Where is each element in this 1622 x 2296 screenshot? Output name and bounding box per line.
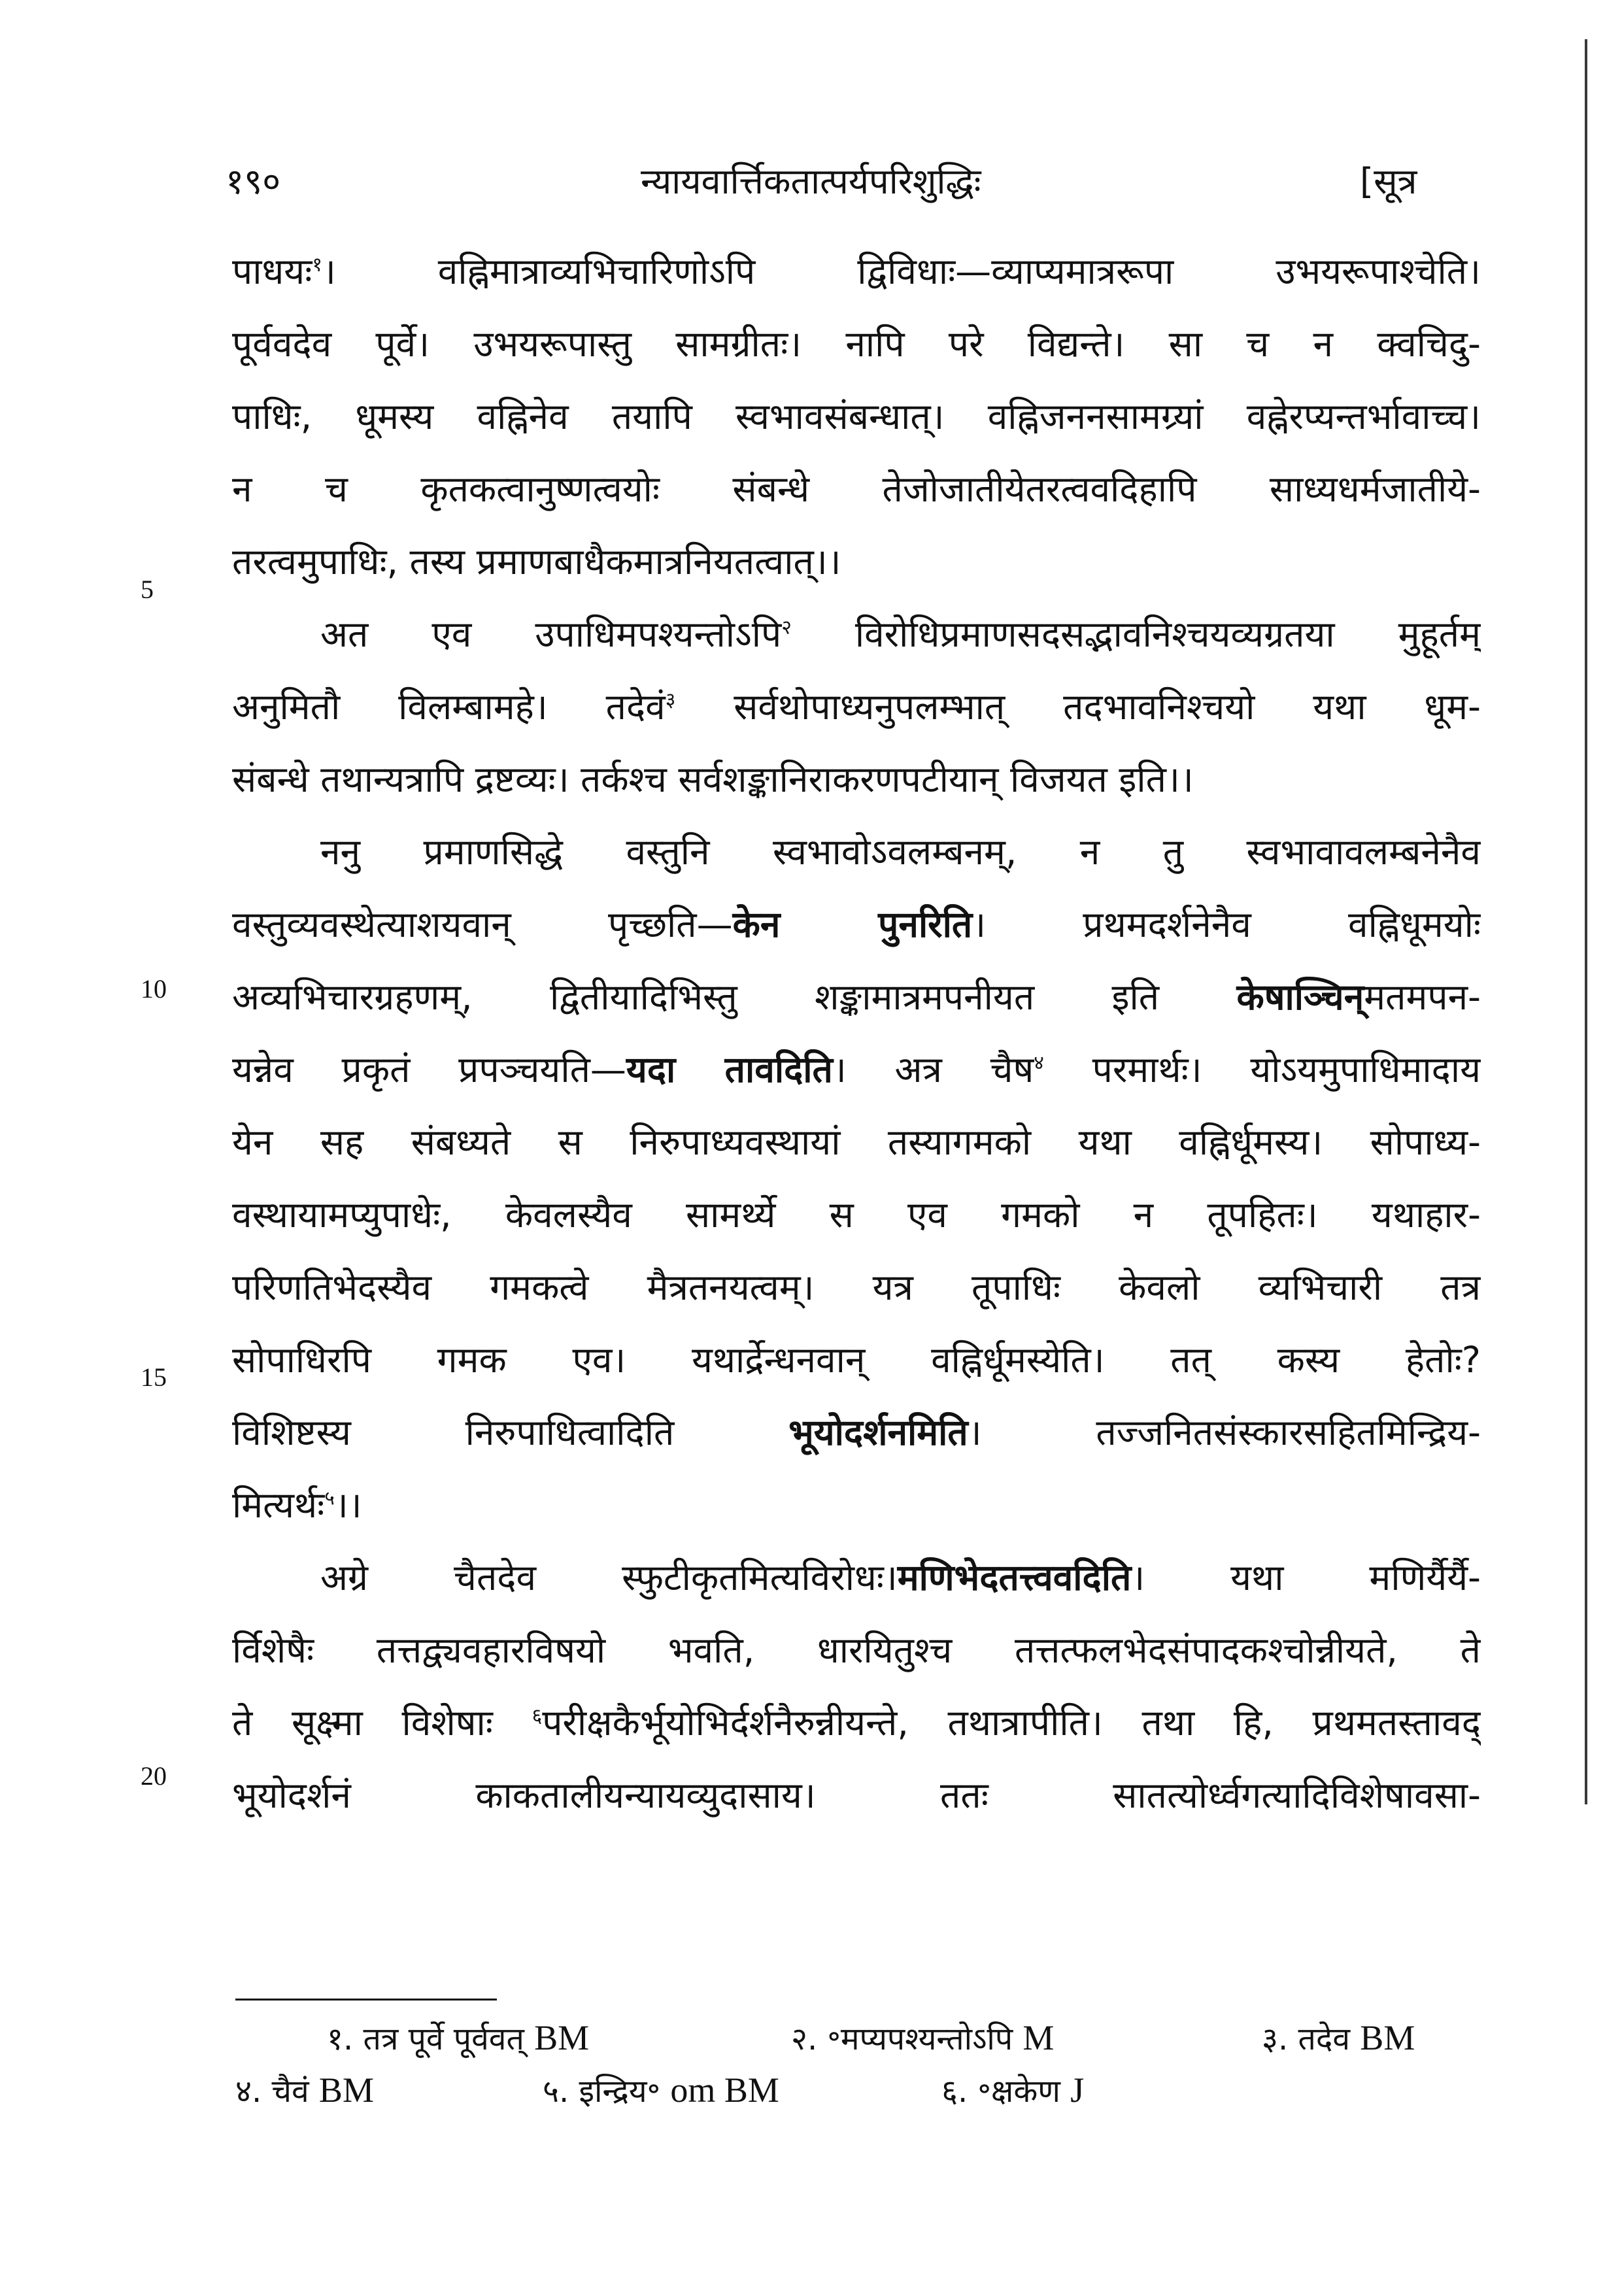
text-segment: पाधयः — [232, 250, 313, 292]
text-segment: सोपाधिरपि गमक एव। यथार्द्रेन्धनवान् वह्निर्धूमस्येति। तत् कस्य हेतोः? — [232, 1339, 1481, 1381]
text-segment: अव्यभिचारग्रहणम्, द्वितीयादिभिस्तु शङ्कामात्रमपनीयत इति — [232, 976, 1237, 1018]
running-title: न्यायवार्त्तिकतात्पर्यपरिशुद्धिः — [641, 161, 981, 202]
text-line — [232, 743, 1481, 816]
text-segment: यन्नेव प्रकृतं प्रपञ्चयति— — [232, 1049, 626, 1090]
text-segment: मित्यर्थः — [232, 1484, 325, 1526]
text-line — [232, 1542, 1481, 1614]
section-marker: [सूत्र — [1360, 161, 1417, 202]
text-segment: अनुमितौ विलम्बामहे। तदेवं — [232, 686, 666, 728]
text-line — [232, 888, 1481, 961]
text-segment: विशिष्टस्य निरुपाधित्वादिति — [232, 1411, 789, 1453]
lemma-bold: केन पुनरिति — [732, 903, 973, 945]
text-segment: संबन्धे तथान्यत्रापि द्रष्टव्यः। तर्कश्च सर्वशङ्कानिराकरणपटीयान् विजयत इति।। — [232, 758, 1194, 800]
footnote: ४. चैवं BM — [235, 2070, 374, 2110]
text-line — [232, 1469, 1481, 1542]
text-line — [232, 1324, 1481, 1396]
text-segment: । वह्निमात्राव्यभिचारिणोऽपि द्विविधाः—व्याप्यमात्ररूपा उभयरूपाश्चेति। — [322, 250, 1481, 292]
footnote: २. ॰मप्यपश्यन्तोऽपि M — [791, 2018, 1055, 2057]
footnote: ५. इन्द्रिय॰ om BM — [543, 2070, 779, 2110]
footnote-ref: २ — [781, 616, 792, 639]
text-segment: । यथा मणिर्यैर्यै- — [1131, 1557, 1481, 1598]
text-segment: ते सूक्ष्मा विशेषाः — [232, 1702, 532, 1744]
footnote-divider — [235, 1999, 497, 2001]
text-line — [232, 1179, 1481, 1251]
line-number: 20 — [141, 1761, 167, 1791]
page-number: १९० — [226, 161, 281, 202]
text-segment: सर्वथोपाध्यनुपलम्भात् तदभावनिश्चयो यथा धूम- — [675, 686, 1481, 728]
text-segment: परमार्थः। योऽयमुपाधिमादाय — [1043, 1049, 1481, 1090]
text-segment: भूयोदर्शनं काकतालीयन्यायव्युदासाय। ततः सातत्योर्ध्वगत्यादिविशेषावसा- — [232, 1774, 1481, 1816]
text-line — [232, 1106, 1481, 1179]
footnote: ६. ॰क्षकेण J — [941, 2070, 1085, 2110]
line-number: 5 — [141, 575, 154, 604]
text-segment: विरोधिप्रमाणसदसद्भावनिश्चयव्यग्रतया मुहूर्तम् — [791, 613, 1481, 655]
text-line — [232, 453, 1481, 526]
text-line — [232, 961, 1481, 1034]
text-line — [232, 308, 1481, 380]
text-segment: ननु प्रमाणसिद्धे वस्तुनि स्वभावोऽवलम्बनम्, न तु स्वभावावलम्बनेनैव — [320, 831, 1481, 873]
text-segment: मतमपन- — [1364, 976, 1481, 1018]
main-text — [232, 235, 1481, 1832]
scan-edge-line — [1585, 39, 1587, 1804]
lemma-bold: भूयोदर्शनमिति — [788, 1411, 968, 1453]
text-line — [232, 1034, 1481, 1106]
text-segment: वस्थायामप्युपाधेः, केवलस्यैव सामर्थ्ये स एव गमको न तूपहितः। यथाहार- — [232, 1194, 1481, 1236]
footnote-ref: १ — [312, 253, 322, 277]
text-segment: येन सह संबध्यते स निरुपाध्यवस्थायां तस्यागमको यथा वह्निर्धूमस्य। सोपाध्य- — [232, 1121, 1481, 1163]
text-segment: पाधिः, धूमस्य वह्निनेव तयापि स्वभावसंबन्धात्। वह्निजननसामग्र्यां वह्नेरप्यन्तर्भावाच्च। — [232, 396, 1481, 437]
text-line — [232, 1251, 1481, 1324]
text-line — [232, 1687, 1481, 1759]
text-segment: परीक्षकैर्भूयोभिर्दर्शनैरुन्नीयन्ते, तथात्रापीति। तथा हि, प्रथमतस्तावद् — [542, 1702, 1481, 1744]
lemma-bold: केषाञ्चिन् — [1236, 976, 1364, 1018]
text-segment: वस्तुव्यवस्थेत्याशयवान् पृच्छति— — [232, 903, 733, 945]
text-line — [232, 671, 1481, 743]
lemma-bold: यदा तावदिति — [626, 1049, 833, 1090]
text-segment: । तज्जनितसंस्कारसहितमिन्द्रिय- — [968, 1411, 1481, 1453]
text-line — [232, 598, 1481, 671]
text-segment: पूर्ववदेव पूर्वे। उभयरूपास्तु सामग्रीतः। नापि परे विद्यन्ते। सा च न क्वचिदु- — [232, 323, 1481, 365]
footnote: ३. तदेव BM — [1262, 2018, 1415, 2057]
footnote-ref: ४ — [1034, 1051, 1044, 1075]
footnote-ref: ३ — [665, 688, 676, 712]
text-segment: ।। — [334, 1484, 362, 1526]
text-line — [232, 1396, 1481, 1469]
text-segment: अग्रे चैतदेव स्फुटीकृतमित्यविरोधः। — [320, 1557, 898, 1598]
text-line — [232, 816, 1481, 888]
footnote-ref: ६ — [532, 1704, 543, 1728]
text-segment: । प्रथमदर्शनेनैव वह्निधूमयोः — [972, 903, 1481, 945]
text-line — [232, 1759, 1481, 1832]
footnote-ref: ५ — [324, 1487, 335, 1510]
text-line — [232, 526, 1481, 598]
lemma-bold: मणिभेदतत्त्ववदिति — [897, 1557, 1132, 1598]
page-header — [0, 149, 1622, 208]
text-segment: न च कृतकत्वानुष्णत्वयोः संबन्धे तेजोजातीयेतरत्ववदिहापि साध्यधर्मजातीये- — [232, 468, 1481, 510]
text-line — [232, 380, 1481, 453]
line-number: 10 — [141, 974, 167, 1004]
text-segment: र्विशेषैः तत्तद्व्यवहारविषयो भवति, धारयितुश्च तत्तत्फलभेदसंपादकश्चोन्नीयते, ते — [232, 1629, 1481, 1671]
text-segment: अत एव उपाधिमपश्यन्तोऽपि — [320, 613, 782, 655]
text-segment: परिणतिभेदस्यैव गमकत्वे मैत्रतनयत्वम्। यत्र तूपाधिः केवलो व्यभिचारी तत्र — [232, 1266, 1481, 1308]
text-segment: तरत्वमुपाधिः, तस्य प्रमाणबाधैकमात्रनियतत्वात्।। — [232, 541, 841, 582]
text-segment: । अत्र चैष — [832, 1049, 1034, 1090]
text-line — [232, 1614, 1481, 1687]
text-line — [232, 235, 1481, 308]
footnote: १. तत्र पूर्वे पूर्ववत् BM — [327, 2018, 590, 2057]
line-number: 15 — [141, 1362, 167, 1392]
